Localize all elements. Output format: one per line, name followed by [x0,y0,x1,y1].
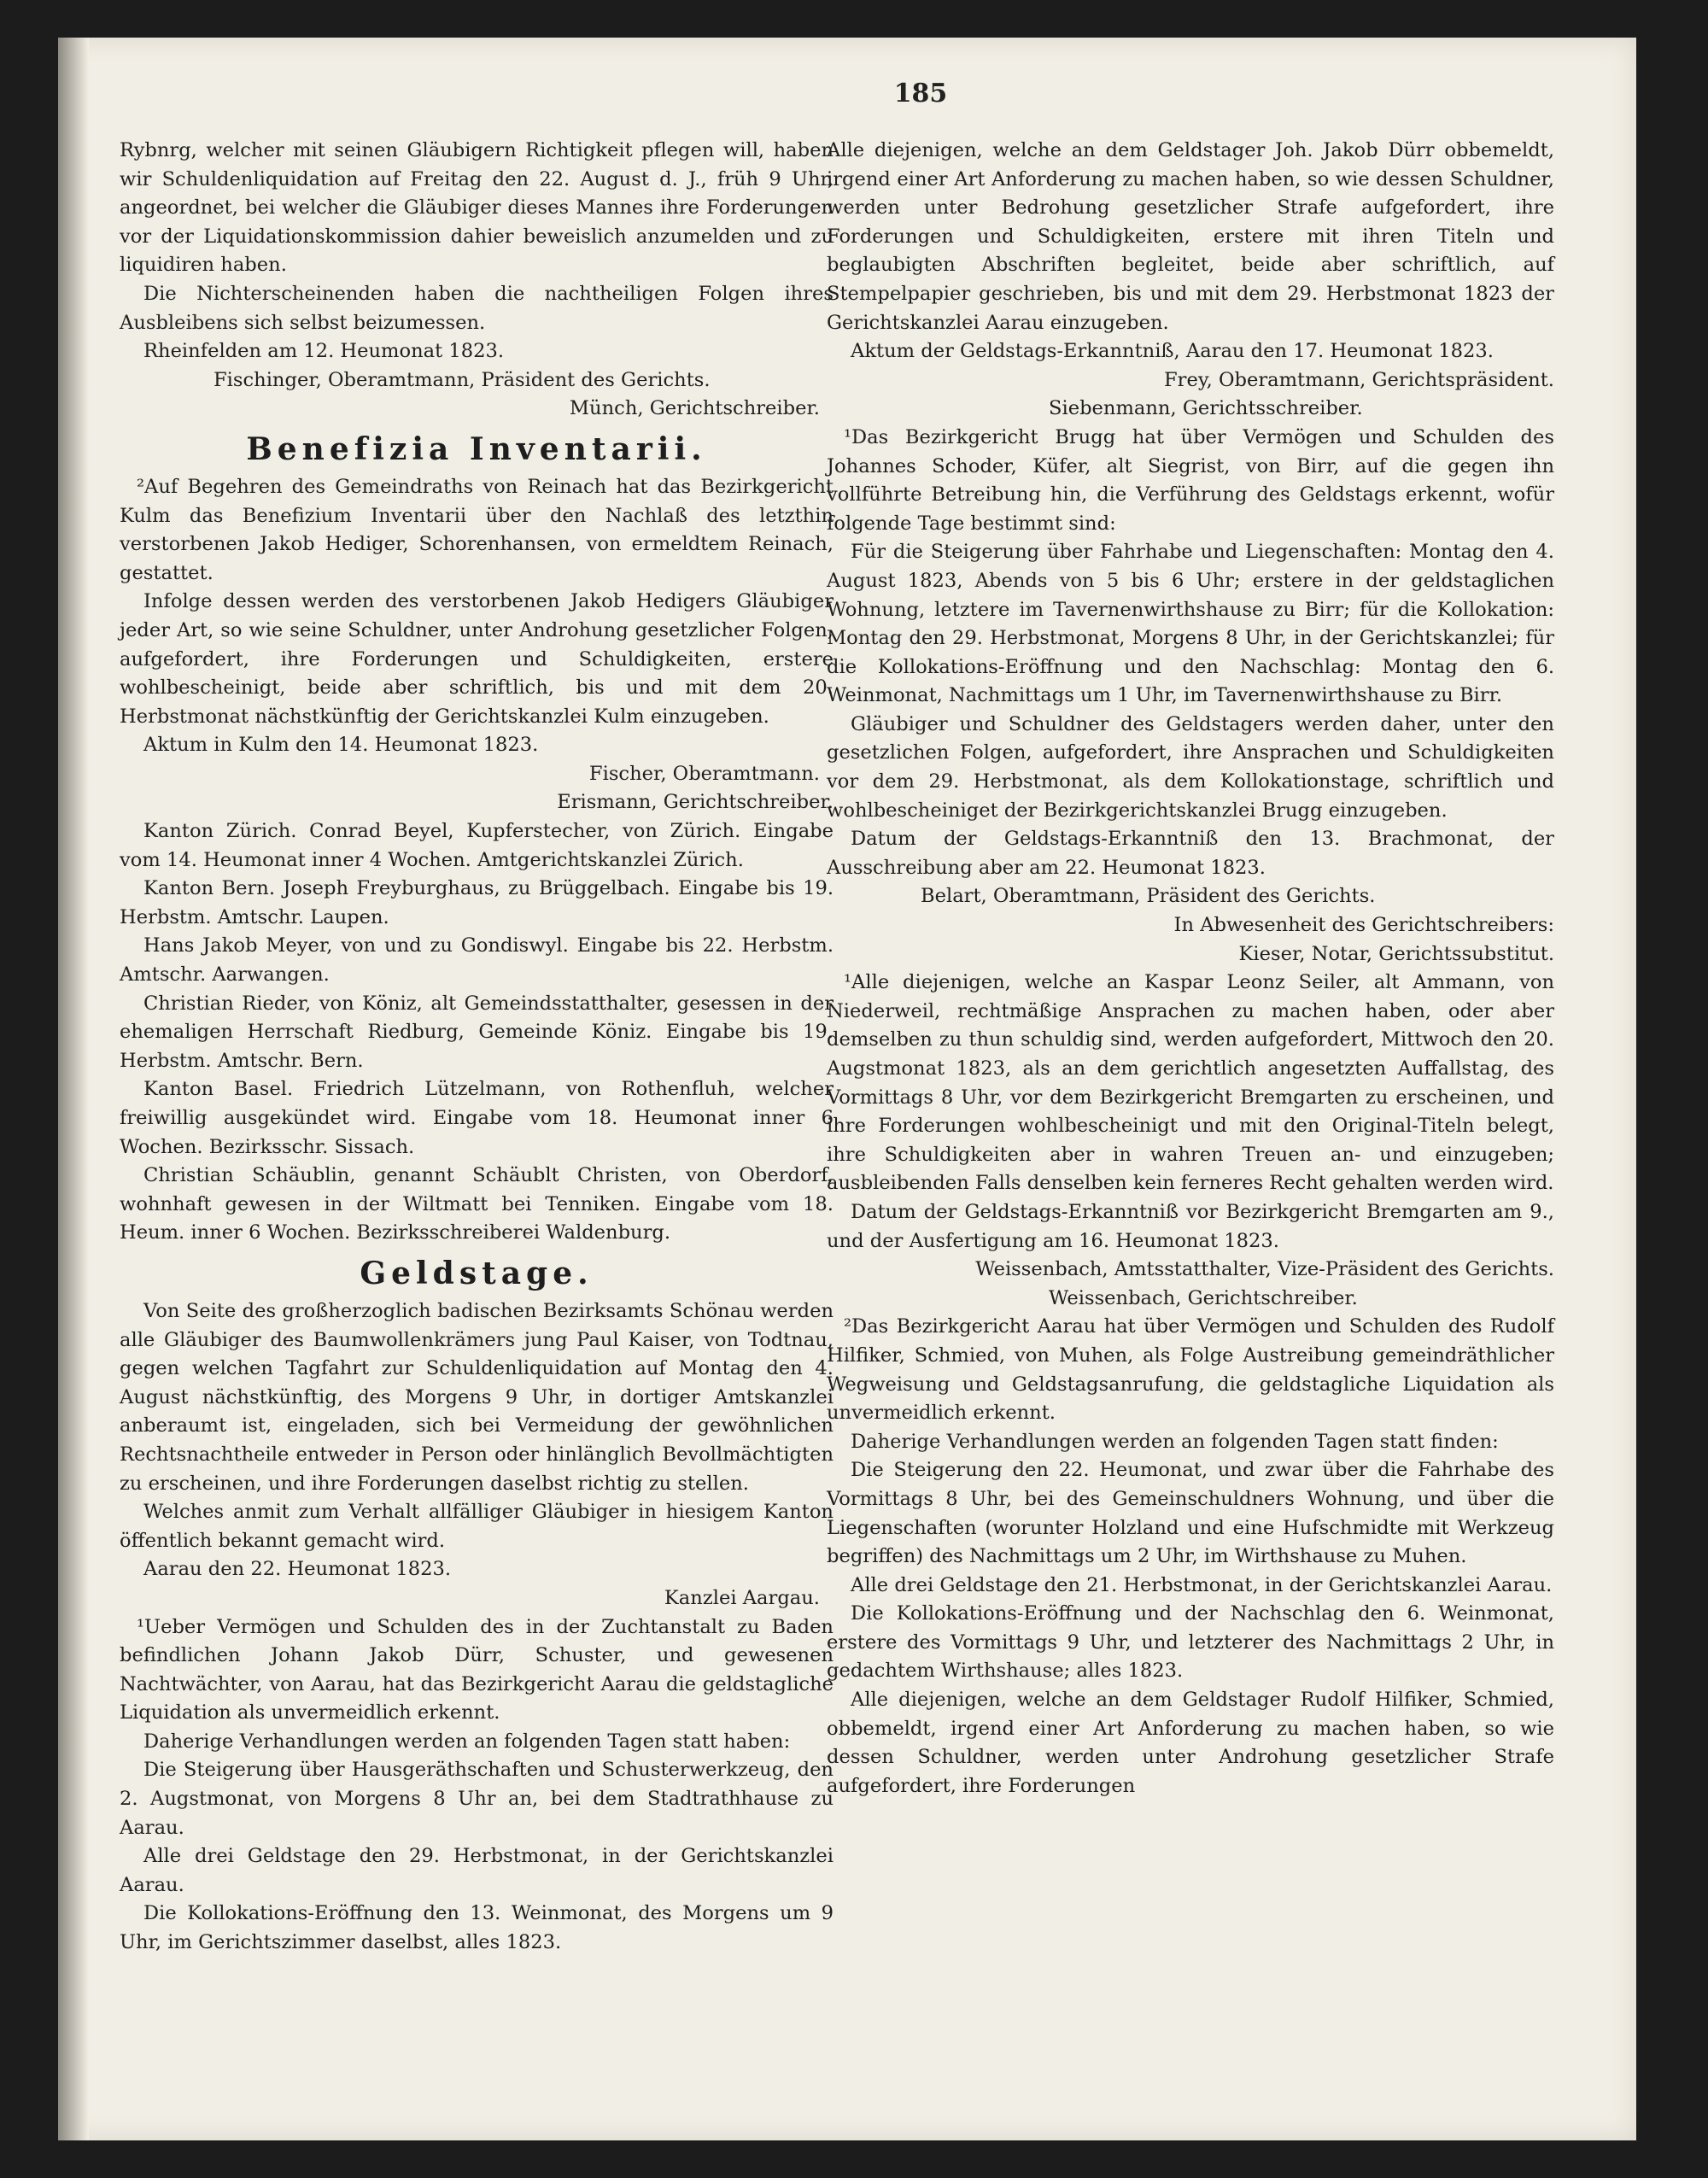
left-dateline: Rheinfelden am 12. Heumonat 1823. [143,340,505,363]
left-paragraph: Die Steigerung über Hausgeräthschaften und Schusterwerkzeug, den 2. Augstmonat, von Morgens 8 Uhr an, bei dem Stadtrathhause zu Aarau. [120,1759,834,1839]
left-paragraph: Infolge dessen werden des verstorbenen Jakob Hedigers Gläubiger jeder Art, so wie seine Schuldner, unter Androhung gesetzlicher Folgen, aufgefordert, ihre Forderungen und Schuldigkeiten, erstere wohlbescheinigt, beide aber schriftlich, bis und mit dem 20. Herbstmonat nächstkünftig der Gerichtskanzlei Kulm einzugeben. [120,590,834,728]
left-signature: Fischer, Oberamtmann. [588,762,820,785]
right-paragraph: ²Das Bezirkgericht Aarau hat über Vermögen und Schulden des Rudolf Hilfiker, Schmied, von Muhen, als Folge Austreibung gemeindräthlicher Wegweisung und Geldstagsanrufung, die geldstagliche Liquidation als unvermeidlich erkennt. [827,1315,1554,1425]
left-paragraph: Die Kollokations-Eröffnung den 13. Weinmonat, des Morgens um 9 Uhr, im Gerichtszimmer daselbst, alles 1823. [120,1902,834,1954]
left-paragraph: Daherige Verhandlungen werden an folgenden Tagen statt haben: [143,1730,791,1753]
right-signature: Weissenbach, Gerichtschreiber. [1049,1286,1358,1309]
page-gutter [58,38,89,2140]
right-paragraph: Für die Steigerung über Fahrhabe und Liegenschaften: Montag den 4. August 1823, Abends von 5 bis 6 Uhr; erstere in der geldstaglichen Wohnung, letztere im Tavernenwirthshause zu Birr; für die Kollokation: Montag den 29. Herbstmonat, Morgens 8 Uhr, in der Gerichtskanzlei; für die Kollokations-Eröffnung und den Nachschlag: Montag den 6. Weinmonat, Nachmittags um 1 Uhr, im Tavernenwirthshause zu Birr. [827,541,1554,707]
right-paragraph: Daherige Verhandlungen werden an folgenden Tagen statt finden: [851,1430,1499,1453]
left-paragraph: Kanton Zürich. Conrad Beyel, Kupferstecher, von Zürich. Eingabe vom 14. Heumonat inner 4 Wochen. Amtgerichtskanzlei Zürich. [120,820,834,871]
right-paragraph: Die Steigerung den 22. Heumonat, und zwar über die Fahrhabe des Vormittags 8 Uhr, bei des Gemeinschuldners Wohnung, und über die Liegenschaften (worunter Holzland und eine Hufschmidte mit Werkzeug begriffen) des Nachmittags um 2 Uhr, im Wirthshause zu Muhen. [827,1459,1554,1568]
right-signature: Kieser, Notar, Gerichtssubstitut. [1238,942,1554,965]
right-signature: Siebenmann, Gerichtsschreiber. [1049,397,1363,420]
left-dateline: Aktum in Kulm den 14. Heumonat 1823. [143,734,539,757]
right-signature: Frey, Oberamtmann, Gerichtspräsident. [1164,368,1554,391]
left-dateline: Aarau den 22. Heumonat 1823. [143,1558,452,1581]
page-number: 185 [893,79,948,108]
right-paragraph: Gläubiger und Schuldner des Geldstagers werden daher, unter den gesetzlichen Folgen, aufgefordert, ihre Ansprachen und Schuldigkeiten vor dem 29. Herbstmonat, als dem Kollokationstage, schriftlich und wohlbescheiniget der Bezirkgerichtskanzlei Brugg einzugeben. [827,712,1554,822]
right-column [827,137,1554,1800]
left-paragraph: Von Seite des großherzoglich badischen Bezirksamts Schönau werden alle Gläubiger des Baumwollenkrämers jung Paul Kaiser, von Todtnau, gegen welchen Tagfahrt zur Schuldenliquidation auf Montag den 4. August nächstkünftig, des Morgens 9 Uhr, in dortiger Amtskanzlei anberaumt ist, eingeladen, sich bei Vermeidung der gewöhnlichen Rechtsnachtheile entweder in Person oder hinlänglich Bevollmächtigten zu erscheinen, und ihre Forderungen daselbst richtig zu stellen. [120,1299,834,1495]
left-paragraph: Welches anmit zum Verhalt allfälliger Gläubiger in hiesigem Kanton öffentlich bekannt gemacht wird. [120,1501,834,1552]
right-paragraph: Die Kollokations-Eröffnung und der Nachschlag den 6. Weinmonat, erstere des Vormittags 9 Uhr, und letzterer des Nachmittags 2 Uhr, in gedachtem Wirthshause; alles 1823. [827,1602,1554,1683]
right-paragraph: ¹Das Bezirkgericht Brugg hat über Vermögen und Schulden des Johannes Schoder, Küfer, alt Siegrist, von Birr, auf die gegen ihn vollführte Betreibung hin, die Verführung des Geldstags erkennt, wofür folgende Tage bestimmt sind: [827,425,1554,535]
section-heading: Geldstage. [360,1255,594,1291]
left-paragraph: Kanton Bern. Joseph Freyburghaus, zu Brüggelbach. Eingabe bis 19. Herbstm. Amtschr. Laupen. [120,877,834,928]
left-paragraph: Christian Rieder, von Köniz, alt Gemeindsstatthalter, gesessen in der ehemaligen Herrschaft Riedburg, Gemeinde Köniz. Eingabe bis 19. Herbstm. Amtschr. Bern. [120,992,834,1072]
left-signature: Fischinger, Oberamtmann, Präsident des Gerichts. [214,368,711,391]
right-dateline: Aktum der Geldstags-Erkanntniß, Aarau den 17. Heumonat 1823. [851,340,1494,363]
left-column [120,137,834,1958]
right-paragraph: Alle diejenigen, welche an dem Geldstager Rudolf Hilfiker, Schmied, obbemeldt, irgend einer Art Anforderung zu machen haben, so wie dessen Schuldner, werden unter Androhung gesetzlicher Strafe aufgefordert, ihre Forderungen [827,1689,1554,1797]
left-paragraph: Hans Jakob Meyer, von und zu Gondiswyl. Eingabe bis 22. Herbstm. Amtschr. Aarwangen. [120,934,834,987]
left-paragraph: ¹Ueber Vermögen und Schulden des in der Zuchtanstalt zu Baden befindlichen Johann Jakob Dürr, Schuster, und gewesenen Nachtwächter, von Aarau, hat das Bezirkgericht Aarau die geldstagliche Liquidation als unvermeidlich erkennt. [120,1615,834,1724]
left-paragraph: ²Auf Begehren des Gemeindraths von Reinach hat das Bezirkgericht Kulm das Benefizium Inventarii über den Nachlaß des letzthin verstorbenen Jakob Hediger, Schorenhansen, von ermeldtem Reinach, gestattet. [120,475,834,584]
right-signature: Weissenbach, Amtsstatthalter, Vize-Präsident des Gerichts. [975,1258,1554,1281]
left-signature: Kanzlei Aargau. [664,1586,820,1609]
left-paragraph: Christian Schäublin, genannt Schäublt Christen, von Oberdorf, wohnhaft gewesen in der Wiltmatt bei Tenniken. Eingabe vom 18. Heum. inner 6 Wochen. Bezirksschreiberei Waldenburg. [120,1164,834,1244]
left-signature: Erismann, Gerichtschreiber. [557,791,834,814]
right-dateline: Datum der Geldstags-Erkanntniß den 13. Brachmonat, der Ausschreibung aber am 22. Heumonat 1823. [827,828,1554,879]
right-signature: In Abwesenheit des Gerichtschreibers: [1173,914,1554,937]
right-dateline: Datum der Geldstags-Erkanntniß vor Bezirkgericht Bremgarten am 9., und der Ausfertigung am 16. Heumonat 1823. [827,1200,1554,1252]
left-paragraph: Die Nichterscheinenden haben die nachtheiligen Folgen ihres Ausbleibens sich selbst beizumessen. [120,282,834,334]
section-heading: Benefizia Inventarii. [246,430,707,467]
right-paragraph: Alle drei Geldstage den 21. Herbstmonat, in der Gerichtskanzlei Aarau. [851,1573,1553,1596]
right-paragraph: Alle diejenigen, welche an dem Geldstager Joh. Jakob Dürr obbemeldt, irgend einer Art Anforderung zu machen haben, so wie dessen Schuldner, werden unter Bedrohung gesetzlicher Strafe aufgefordert, ihre Forderungen und Schuldigkeiten, erstere mit ihren Titeln und beglaubigten Abschriften begleitet, beide aber schriftlich, auf Stempelpapier geschrieben, bis und mit dem 29. Herbstmonat 1823 der Gerichtskanzlei Aarau einzugeben. [827,139,1554,334]
newspaper-page [58,38,1636,2140]
right-paragraph: ¹Alle diejenigen, welche an Kaspar Leonz Seiler, alt Ammann, von Niederweil, rechtmäßige Ansprachen zu machen haben, oder aber demselben zu thun schuldig sind, werden aufgefordert, Mittwoch den 20. Augstmonat 1823, als an dem gerichtlich angesetzten Auffallstag, des Vormittags 8 Uhr, vor dem Bezirkgericht Bremgarten zu erscheinen, und ihre Forderungen wohlbescheinigt und mit den Original-Titeln belegt, ihre Schuldigkeiten aber in wahren Treuen an- und einzugeben; ausbleibenden Falls denselben kein ferneres Recht gehalten werden wird. [827,971,1554,1195]
right-signature: Belart, Oberamtmann, Präsident des Gerichts. [921,885,1376,908]
left-paragraph: Rybnrg, welcher mit seinen Gläubigern Richtigkeit pflegen will, haben wir Schuldenliquidation auf Freitag den 22. August d. J., früh 9 Uhr, angeordnet, bei welcher die Gläubiger dieses Mannes ihre Forderungen vor der Liquidationskommission dahier beweislich anzumelden und zu liquidiren haben. [120,139,834,277]
left-paragraph: Kanton Basel. Friedrich Lützelmann, von Rothenfluh, welcher freiwillig ausgekündet wird. Eingabe vom 18. Heumonat inner 6 Wochen. Bezirksschr. Sissach. [120,1078,834,1158]
left-signature: Münch, Gerichtschreiber. [569,397,820,420]
left-paragraph: Alle drei Geldstage den 29. Herbstmonat, in der Gerichtskanzlei Aarau. [120,1845,834,1896]
